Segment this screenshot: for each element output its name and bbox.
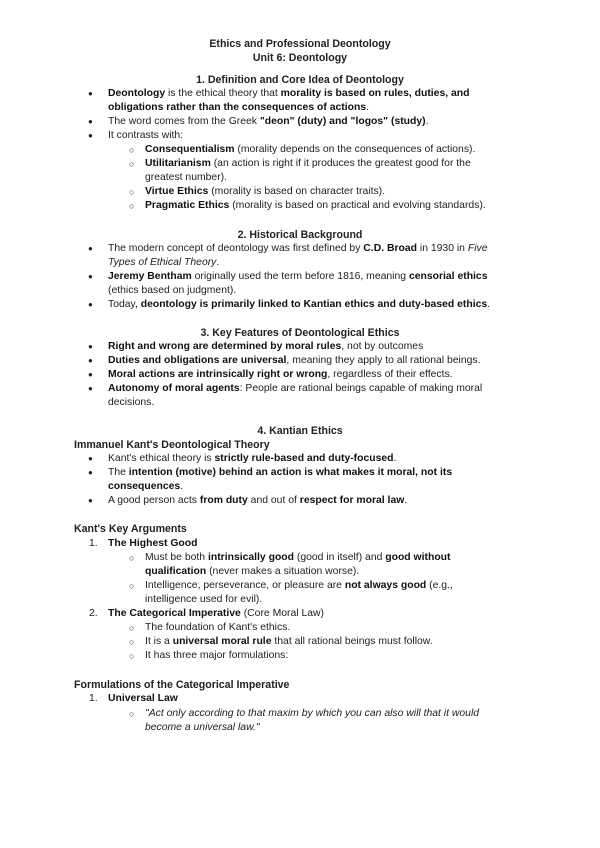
n1c1-text-2: (good in itself) and <box>294 552 386 563</box>
s1-c3-term: Virtue Ethics <box>145 186 209 197</box>
s2-bullet-1 <box>108 242 528 270</box>
s4-b2-bold-2: consequences <box>108 481 181 493</box>
s3-bullet-3 <box>108 368 528 382</box>
s2-b1-italic-2: Types of Ethical Theory <box>108 257 217 269</box>
n2c2-text: It is a <box>145 636 173 647</box>
s2-b2-bold-2: censorial ethics <box>408 271 488 282</box>
formulations-subheading: Formulations of the Categorical Imperative <box>74 679 290 691</box>
n2-circle-3: ○ It has three major formulations: <box>145 649 530 663</box>
s4-b1-text: Kant's ethical theory is <box>108 453 215 464</box>
f1c1-quote: "Act only according to that maxim by which you can also will that it would <box>145 708 480 719</box>
n1c1-bold-3: qualification <box>145 566 207 578</box>
s1-c4-term: Pragmatic Ethics <box>145 200 230 211</box>
section-2-heading: 2. Historical Background <box>237 229 363 241</box>
n2c2-bold: universal moral rule <box>172 636 272 647</box>
s3-bullet-1 <box>108 340 528 354</box>
s4-b3-bold: from duty <box>199 495 248 506</box>
s1-circle-3 <box>145 185 530 199</box>
s2-bullet-3 <box>108 298 528 312</box>
s2-b1-bold: C.D. Broad <box>363 243 417 254</box>
s2-b1-italic: Five <box>467 243 488 254</box>
s1-c1-text: (morality depends on the consequences of actions). <box>234 144 476 155</box>
s4-b3-bold-2: respect for moral law <box>299 495 405 506</box>
s2-b2-text: originally used the term before 1816, meaning <box>191 271 409 282</box>
s3-b2-text: , meaning they apply to all rational beings. <box>286 355 481 366</box>
s3-b4-bold: Autonomy of moral agents <box>108 383 240 394</box>
n1c2-text: Intelligence, perseverance, or pleasure are <box>145 580 345 591</box>
s4-bullet-1 <box>108 452 528 466</box>
s4-b3-end: . <box>404 495 408 506</box>
s2-b2-text-2: (ethics based on judgment). <box>108 285 237 297</box>
s1-bullet-2 <box>108 115 528 129</box>
s1-c2-term: Utilitarianism <box>145 158 211 169</box>
n1-circle-1 <box>145 551 530 579</box>
s3-bullet-2 <box>108 354 528 368</box>
s1-c1-term: Consequentialism <box>145 144 235 155</box>
s2-b3-bold: deontology is primarily linked to Kantian ethics and duty-based ethics <box>140 299 488 310</box>
section-3-heading: 3. Key Features of Deontological Ethics <box>200 327 400 339</box>
formulation-item-1 <box>89 692 528 706</box>
number-1: 1. <box>89 538 98 549</box>
s2-bullet-2 <box>108 270 528 298</box>
s4-b2-bold: intention (motive) behind an action is what makes it moral, not its <box>128 467 453 478</box>
n1c1-end: (never makes a situation worse). <box>206 566 360 578</box>
s4-b3-text-2: and out of <box>247 495 300 506</box>
n1c1-bold: intrinsically good <box>207 552 294 563</box>
s2-b3-text: Today, <box>108 299 141 310</box>
section-4-heading: 4. Kantian Ethics <box>257 425 343 437</box>
s1-c2-text-2: greatest number). <box>145 172 228 184</box>
s4-b2-end: . <box>180 481 184 493</box>
s1-b2-end: . <box>425 116 429 127</box>
highest-good-label: The Highest Good <box>108 538 198 549</box>
s1-bullet-3: ● It contrasts with: <box>108 129 528 143</box>
categorical-imperative-label: The Categorical Imperative <box>108 608 241 619</box>
s1-c4-text: (morality is based on practical and evolving standards). <box>229 200 486 211</box>
s4-bullet-2 <box>108 466 528 494</box>
s3-b1-bold: Right and wrong are determined by moral rules <box>108 341 342 352</box>
s3-b4-text: : People are rational beings capable of making moral <box>239 383 483 394</box>
number-f1: 1. <box>89 693 98 704</box>
kant-theory-subheading: Immanuel Kant's Deontological Theory <box>74 439 270 451</box>
s1-circle-1 <box>145 143 530 157</box>
s1-circle-4 <box>145 199 530 213</box>
f1-circle-1 <box>145 707 530 735</box>
s1-b1-term: Deontology <box>108 88 166 99</box>
document-title: Ethics and Professional Deontology <box>209 38 391 50</box>
n1-circle-2 <box>145 579 530 607</box>
number-2: 2. <box>89 608 98 619</box>
unit-title: Unit 6: Deontology <box>252 52 348 64</box>
n2-text: (Core Moral Law) <box>240 608 324 619</box>
s1-b1-end: . <box>366 102 369 114</box>
n1c1-text: Must be both <box>145 552 208 563</box>
s1-b2-bold: "deon" (duty) and "logos" (study) <box>259 116 426 127</box>
s1-b1-bold-2: obligations rather than the consequences of actions <box>108 102 367 114</box>
s3-b3-bold: Moral actions are intrinsically right or wrong <box>108 369 328 380</box>
numbered-item-2 <box>89 607 528 621</box>
s2-b1-text-2: in 1930 in <box>417 243 468 254</box>
s4-b3-text: A good person acts <box>108 495 200 506</box>
s1-circle-2 <box>145 157 530 185</box>
f1c1-quote-2: become a universal law." <box>145 722 260 734</box>
s3-b2-bold: Duties and obligations are universal <box>108 355 287 366</box>
n2c2-text-2: that all rational beings must follow. <box>271 636 433 647</box>
s1-c2-text: (an action is right if it produces the greatest good for the <box>210 158 471 169</box>
section-1-heading: 1. Definition and Core Idea of Deontology <box>196 74 404 86</box>
universal-law-label: Universal Law <box>108 693 178 704</box>
s4-b2-text: The <box>108 467 129 478</box>
kant-arguments-subheading: Kant's Key Arguments <box>74 523 187 535</box>
s1-bullet-1 <box>108 87 528 115</box>
numbered-item-1 <box>89 537 528 551</box>
n2-circle-1: ○ The foundation of Kant's ethics. <box>145 621 530 635</box>
n1c1-bold-2: good without <box>385 552 451 563</box>
s2-b1-text: The modern concept of deontology was first defined by <box>108 243 364 254</box>
s2-b3-end: . <box>487 299 491 310</box>
s4-bullet-3 <box>108 494 528 508</box>
s3-bullet-4 <box>108 382 528 410</box>
s1-b1-bold-1: morality is based on rules, duties, and <box>280 88 470 99</box>
s2-b1-end: . <box>216 257 220 269</box>
n2-circle-2 <box>145 635 530 649</box>
n1c2-text-2: (e.g., <box>426 580 453 591</box>
s4-b1-bold: strictly rule-based and duty-focused <box>214 453 394 464</box>
s3-b1-text: , not by outcomes <box>341 341 424 352</box>
s3-b4-text-2: decisions. <box>108 397 155 409</box>
s1-c3-text: (morality is based on character traits). <box>208 186 386 197</box>
s1-b2-text: The word comes from the Greek <box>108 116 260 127</box>
n1c2-text-3: intelligence used for evil). <box>145 594 263 606</box>
s2-b2-bold: Jeremy Bentham <box>108 271 192 282</box>
s1-b1-text: is the ethical theory that <box>165 88 281 99</box>
s3-b3-text: , regardless of their effects. <box>327 369 453 380</box>
n1c2-bold: not always good <box>344 580 427 591</box>
s4-b1-end: . <box>393 453 397 464</box>
